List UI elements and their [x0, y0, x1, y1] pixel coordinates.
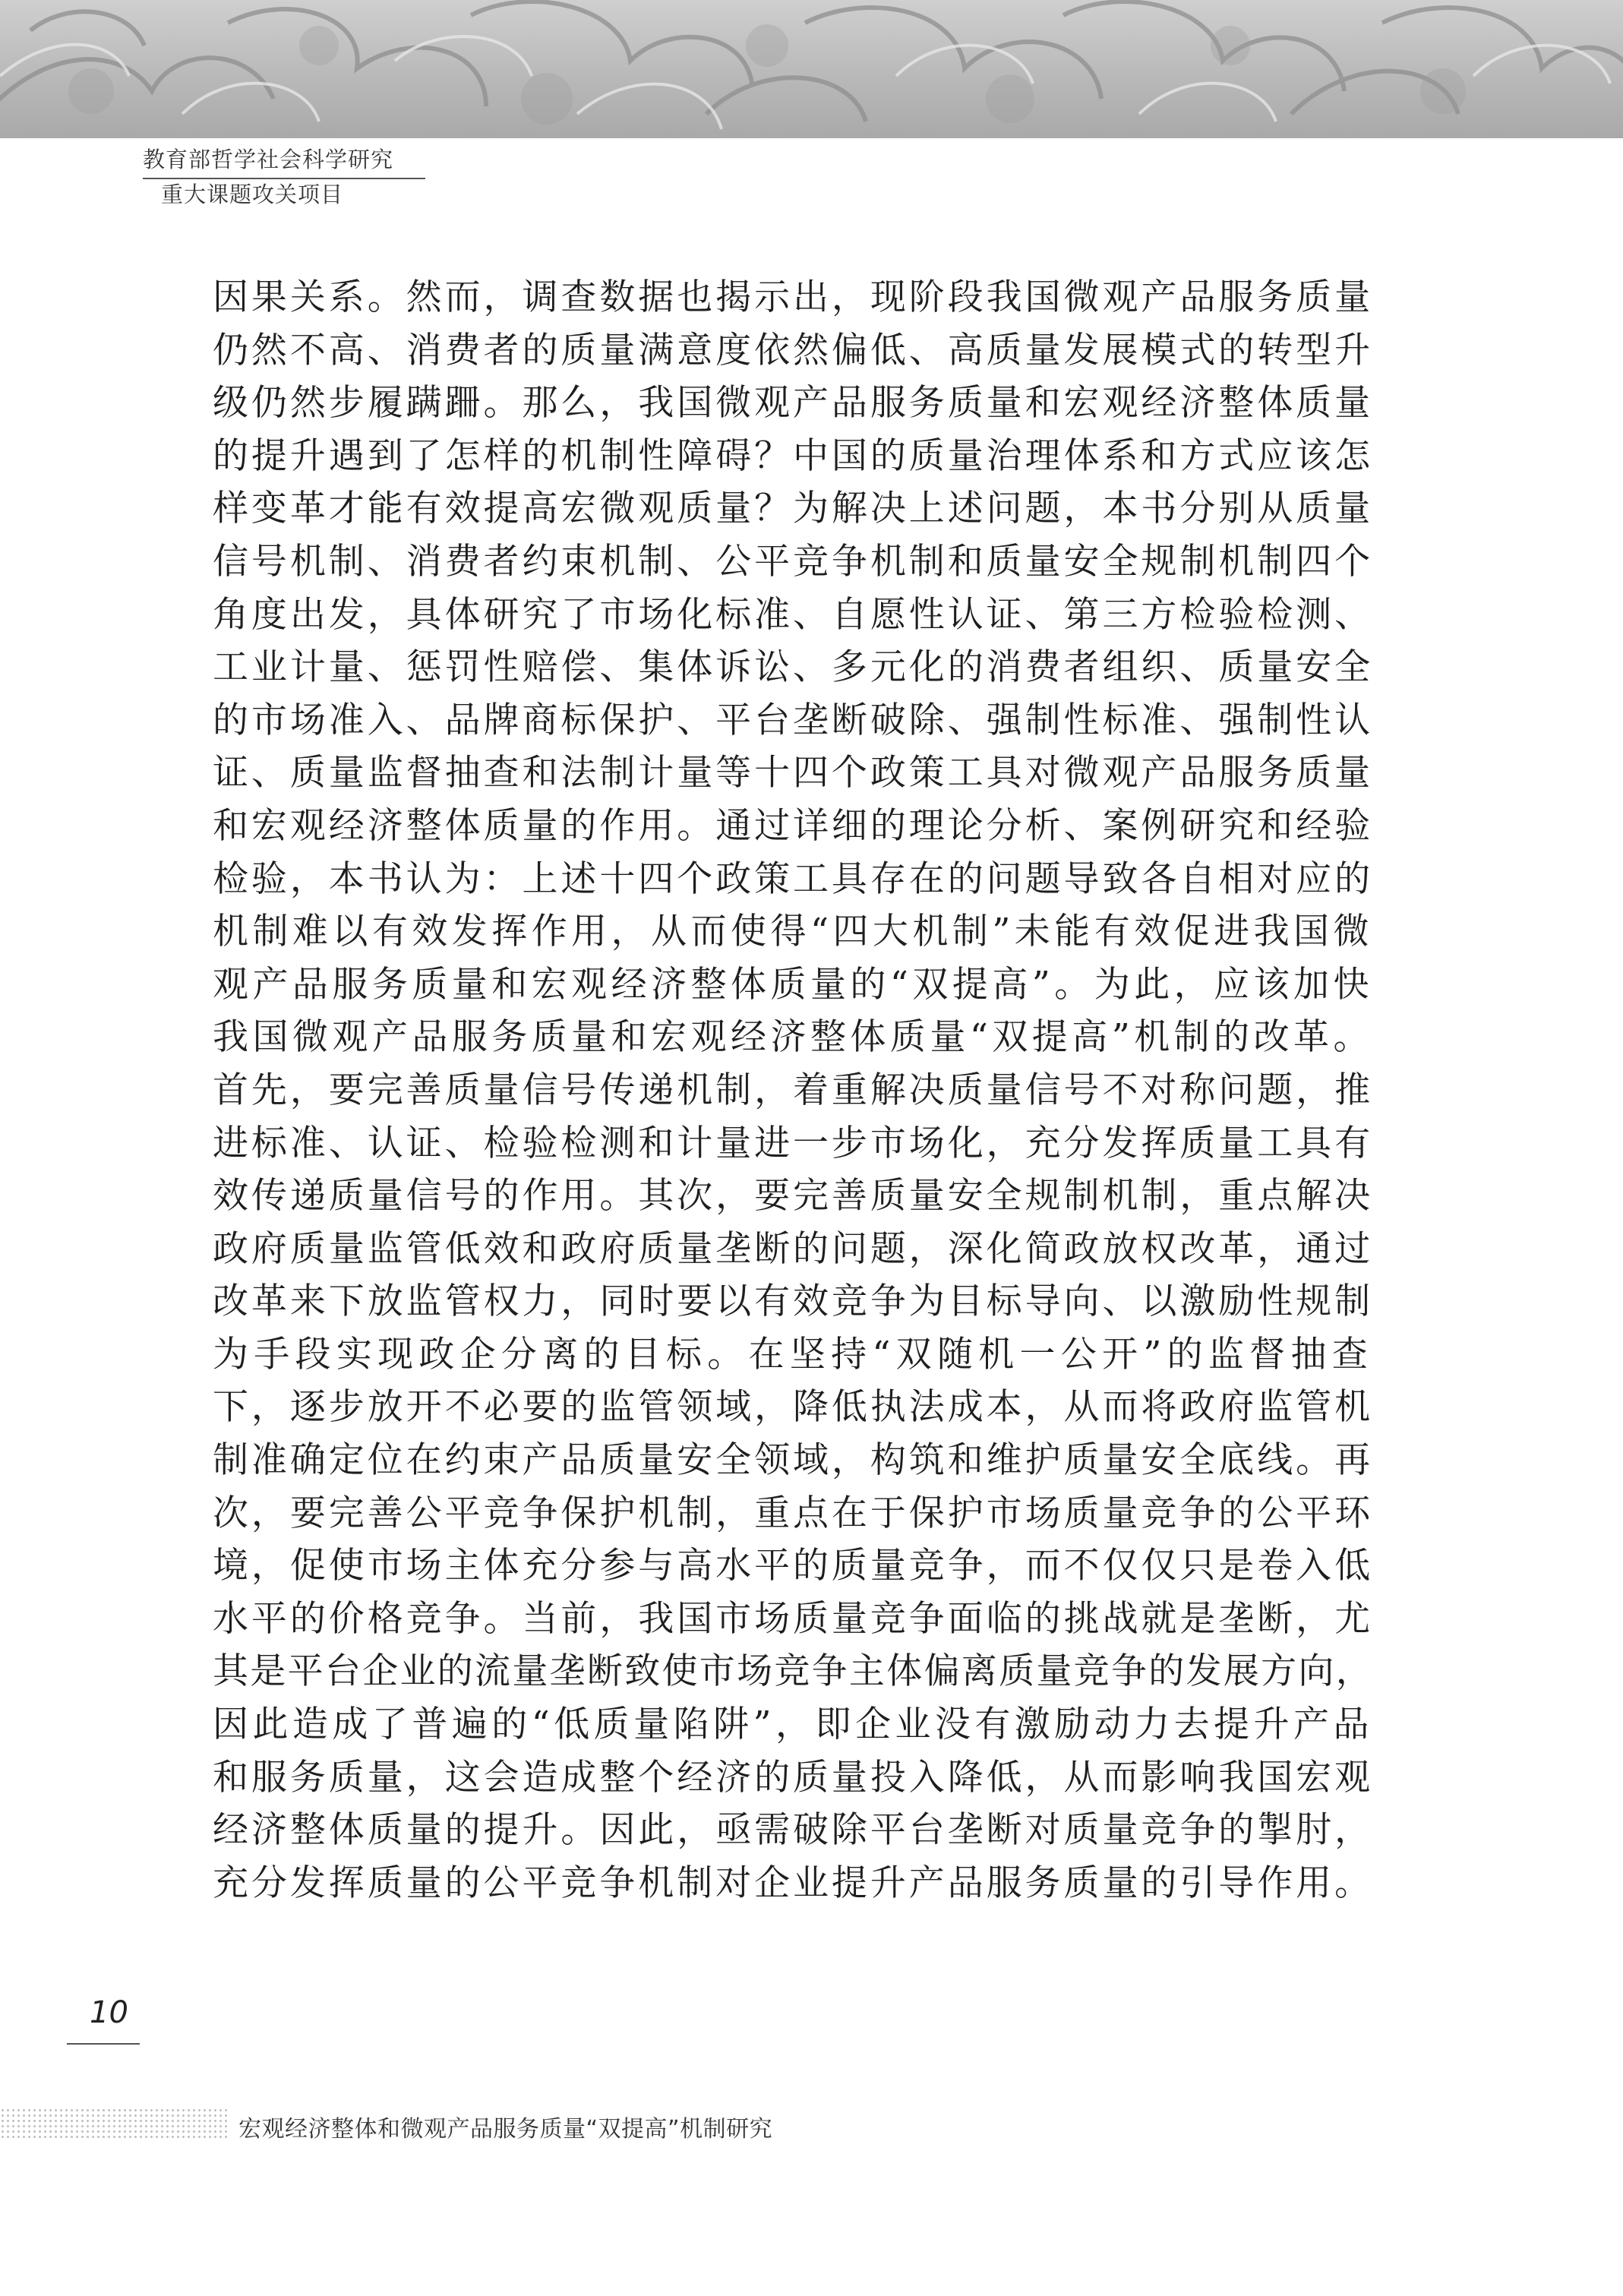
text-line: 其是平台企业的流量垄断致使市场竞争主体偏离质量竞争的发展方向，	[213, 1650, 1373, 1693]
text-line: 仍然不高、消费者的质量满意度依然偏低、高质量发展模式的转型升	[213, 329, 1373, 371]
text-line: 工业计量、惩罚性赔偿、集体诉讼、多元化的消费者组织、质量安全	[213, 646, 1373, 689]
page-number: 10	[90, 1995, 128, 2030]
cloud-pattern-icon	[0, 0, 1623, 138]
series-header	[143, 144, 425, 210]
text-line: 我国微观产品服务质量和宏观经济整体质量“双提高”机制的改革。	[213, 1016, 1373, 1059]
text-line: 证、质量监督抽查和法制计量等十四个政策工具对微观产品服务质量	[213, 752, 1373, 794]
text-line: 境，促使市场主体充分参与高水平的质量竞争，而不仅仅只是卷入低	[213, 1545, 1373, 1587]
cloud-pattern-banner	[0, 0, 1623, 138]
series-title-line1: 教育部哲学社会科学研究	[143, 144, 425, 179]
text-line: 因果关系。然而，调查数据也揭示出，现阶段我国微观产品服务质量	[213, 276, 1373, 318]
text-line: 效传递质量信号的作用。其次，要完善质量安全规制机制，重点解决	[213, 1175, 1373, 1217]
text-line: 充分发挥质量的公平竞争机制对企业提升产品服务质量的引导作用。	[213, 1862, 1373, 1904]
text-line: 经济整体质量的提升。因此，亟需破除平台垄断对质量竞争的掣肘，	[213, 1809, 1373, 1852]
text-line: 的提升遇到了怎样的机制性障碍？中国的质量治理体系和方式应该怎	[213, 434, 1373, 477]
text-line: 信号机制、消费者约束机制、公平竞争机制和质量安全规制机制四个	[213, 540, 1373, 583]
text-line: 和宏观经济整体质量的作用。通过详细的理论分析、案例研究和经验	[213, 804, 1373, 847]
text-line: 样变革才能有效提高宏微观质量？为解决上述问题，本书分别从质量	[213, 488, 1373, 530]
text-line: 级仍然步履蹒跚。那么，我国微观产品服务质量和宏观经济整体质量	[213, 382, 1373, 425]
series-title-line2: 重大课题攻关项目	[161, 182, 344, 207]
footer-dot-pattern	[0, 2108, 228, 2138]
text-line: 检验，本书认为：上述十四个政策工具存在的问题导致各自相对应的	[213, 857, 1373, 900]
body-paragraph	[213, 271, 1373, 1909]
text-line: 水平的价格竞争。当前，我国市场质量竞争面临的挑战就是垄断，尤	[213, 1597, 1373, 1640]
page-number-rule	[67, 2043, 140, 2045]
text-line: 改革来下放监管权力，同时要以有效竞争为目标导向、以激励性规制	[213, 1281, 1373, 1323]
text-line: 政府质量监管低效和政府质量垄断的问题，深化简政放权改革，通过	[213, 1227, 1373, 1270]
text-line: 机制难以有效发挥作用，从而使得“四大机制”未能有效促进我国微	[213, 911, 1373, 953]
text-line: 次，要完善公平竞争保护机制，重点在于保护市场质量竞争的公平环	[213, 1492, 1373, 1534]
text-line: 和服务质量，这会造成整个经济的质量投入降低，从而影响我国宏观	[213, 1756, 1373, 1799]
text-line: 观产品服务质量和宏观经济整体质量的“双提高”。为此，应该加快	[213, 963, 1373, 1006]
text-line: 因此造成了普遍的“低质量陷阱”，即企业没有激励动力去提升产品	[213, 1704, 1373, 1746]
text-line: 首先，要完善质量信号传递机制，着重解决质量信号不对称问题，推	[213, 1069, 1373, 1111]
text-line: 制准确定位在约束产品质量安全领域，构筑和维护质量安全底线。再	[213, 1439, 1373, 1482]
text-line: 下，逐步放开不必要的监管领域，降低执法成本，从而将政府监管机	[213, 1386, 1373, 1429]
text-line: 的市场准入、品牌商标保护、平台垄断破除、强制性标准、强制性认	[213, 699, 1373, 741]
footer-book-title: 宏观经济整体和微观产品服务质量“双提高”机制研究	[238, 2116, 773, 2143]
text-line: 进标准、认证、检验检测和计量进一步市场化，充分发挥质量工具有	[213, 1122, 1373, 1164]
text-line: 为手段实现政企分离的目标。在坚持“双随机一公开”的监督抽查	[213, 1333, 1373, 1375]
text-line: 角度出发，具体研究了市场化标准、自愿性认证、第三方检验检测、	[213, 593, 1373, 636]
